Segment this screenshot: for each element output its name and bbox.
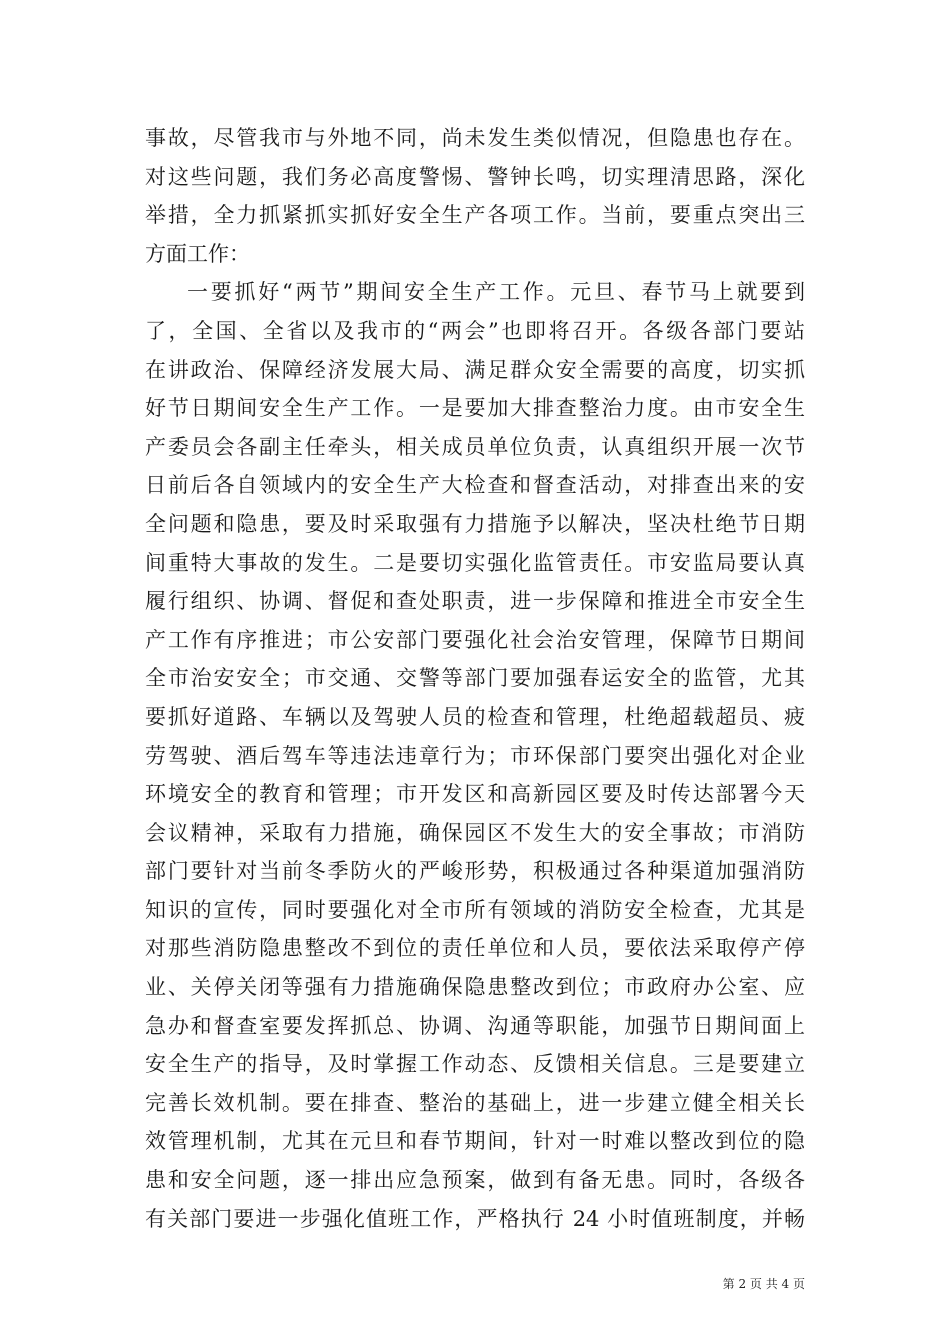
text-line: 要抓好道路、车辆以及驾驶人员的检查和管理，杜绝超载超员、疲 <box>145 704 805 729</box>
text-line: 产委员会各副主任牵头，相关成员单位负责，认真组织开展一次节 <box>145 434 805 459</box>
text-line: 环境安全的教育和管理；市开发区和高新园区要及时传达部署今天 <box>145 782 805 807</box>
text-line: 安全生产的指导，及时掌握工作动态、反馈相关信息。三是要建立 <box>145 1052 805 1077</box>
text-line: 劳驾驶、酒后驾车等违法违章行为；市环保部门要突出强化对企业 <box>145 743 805 768</box>
text-line: 会议精神，采取有力措施，确保园区不发生大的安全事故；市消防 <box>145 820 805 845</box>
text-line: 业、关停关闭等强有力措施确保隐患整改到位；市政府办公室、应 <box>145 975 805 1000</box>
text-line: 举措，全力抓紧抓实抓好安全生产各项工作。当前，要重点突出三 <box>145 203 805 228</box>
text-line: 效管理机制，尤其在元旦和春节期间，针对一时难以整改到位的隐 <box>145 1129 805 1154</box>
body-text <box>145 119 805 1238</box>
text-line: 履行组织、协调、督促和查处职责，进一步保障和推进全市安全生 <box>145 589 805 614</box>
text-line: 日前后各自领域内的安全生产大检查和督查活动，对排查出来的安 <box>145 473 805 498</box>
text-line: 部门要针对当前冬季防火的严峻形势，积极通过各种渠道加强消防 <box>145 859 805 884</box>
text-line: 患和安全问题，逐一排出应急预案，做到有备无患。同时，各级各 <box>145 1168 805 1193</box>
text-line: 产工作有序推进；市公安部门要强化社会治安管理，保障节日期间 <box>145 627 805 652</box>
page-number-footer: 第 2 页 共 4 页 <box>722 1277 805 1291</box>
text-line: 方面工作： <box>145 241 250 266</box>
text-line: 在讲政治、保障经济发展大局、满足群众安全需要的高度，切实抓 <box>145 357 805 382</box>
text-line: 知识的宣传，同时要强化对全市所有领域的消防安全检查，尤其是 <box>145 897 805 922</box>
text-line: 对这些问题，我们务必高度警惕、警钟长鸣，切实理清思路，深化 <box>145 164 805 189</box>
text-line: 间重特大事故的发生。二是要切实强化监管责任。市安监局要认真 <box>145 550 805 575</box>
paragraph-start-line: 一要抓好“两节”期间安全生产工作。元旦、春节马上就要到 <box>187 280 805 305</box>
text-line: 好节日期间安全生产工作。一是要加大排查整治力度。由市安全生 <box>145 396 805 421</box>
text-line: 完善长效机制。要在排查、整治的基础上，进一步建立健全相关长 <box>145 1090 805 1115</box>
text-line: 全问题和隐患，要及时采取强有力措施予以解决，坚决杜绝节日期 <box>145 511 805 536</box>
text-line: 有关部门要进一步强化值班工作，严格执行 24 小时值班制度，并畅 <box>145 1206 805 1231</box>
text-line: 全市治安安全；市交通、交警等部门要加强春运安全的监管，尤其 <box>145 666 805 691</box>
text-line: 事故，尽管我市与外地不同，尚未发生类似情况，但隐患也存在。 <box>145 126 805 150</box>
text-line: 了，全国、全省以及我市的“两会”也即将召开。各级各部门要站 <box>145 318 805 343</box>
text-line: 对那些消防隐患整改不到位的责任单位和人员，要依法采取停产停 <box>145 936 805 961</box>
text-line: 急办和督查室要发挥抓总、协调、沟通等职能，加强节日期间面上 <box>145 1013 805 1038</box>
